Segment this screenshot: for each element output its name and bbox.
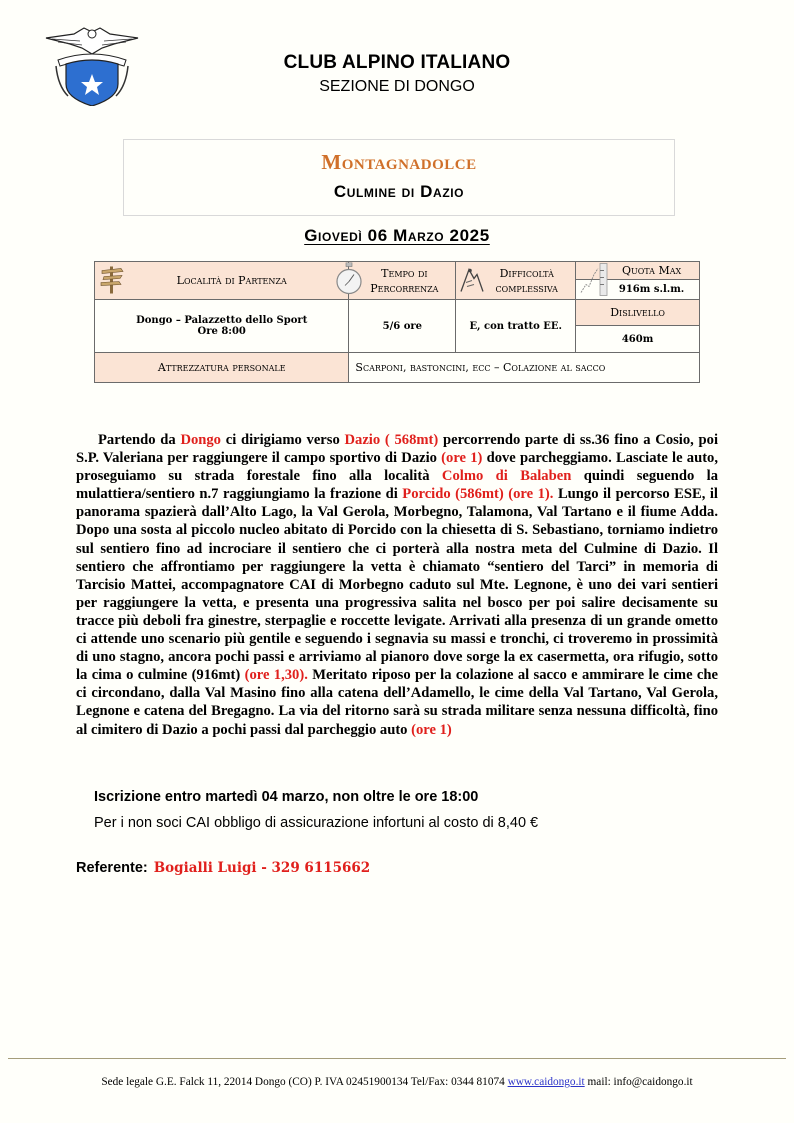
highlight-text: (ore 1) — [441, 450, 483, 467]
event-series: Montagnadolce — [321, 150, 477, 174]
referente — [76, 860, 370, 876]
departure-header — [95, 262, 349, 300]
footer-divider — [8, 1058, 786, 1059]
description-text: dove parcheggiamo. Lasciate le auto, proseguiamo su strada forestale fino alla località — [76, 450, 718, 485]
description-text: ci dirigiamo verso — [220, 432, 345, 448]
referente-contact: Bogialli Luigi - 329 6115662 — [153, 860, 371, 876]
mountain-climber-icon — [460, 266, 484, 295]
highlight-text: (ore 1) — [411, 721, 452, 738]
time-header — [349, 262, 456, 300]
max-altitude-value: 916m s.l.m. — [618, 284, 685, 296]
departure-value-cell — [95, 300, 349, 353]
time-label-line2: Percorrenza — [370, 281, 439, 295]
footer-address: Sede legale G.E. Falck 11, 22014 Dongo (CO) P. IVA 02451900134 Tel/Fax: 0344 81074 — [101, 1076, 508, 1088]
signpost-icon — [99, 264, 125, 297]
difficulty-value: E, con tratto EE. — [456, 300, 576, 353]
highlight-text: Porcido (586mt) (ore 1). — [402, 486, 554, 503]
departure-time: Ore 8:00 — [197, 326, 246, 337]
highlight-text: (ore 1,30). — [244, 667, 308, 684]
event-info-table — [94, 261, 700, 383]
description-text: Partendo da — [98, 432, 181, 448]
footer-email: mail: info@caidongo.it — [584, 1076, 693, 1088]
time-value: 5/6 ore — [349, 300, 456, 353]
max-altitude-header — [576, 262, 700, 280]
highlight-text: Colmo di Balaben — [441, 468, 572, 485]
description-text: percorrendo parte di ss.36 fino a Cosio, poi S.P. Valeriana per raggiungere il campo sportivo di Dazio — [76, 432, 718, 467]
highlight-text: Dongo — [180, 432, 221, 448]
footer — [0, 1076, 794, 1088]
description-text: Lungo il percorso ESE, il panorama spazierà dall’Alto Lago, la Val Gerola, Morbegno, Talamona, Val Tartano e il fiume Adda. Dopo una sosta al piccolo nucleo abitato di Porcido con la chiesetta di S. Sebastiano, torniamo indietro sul sentiero fino ad incrociare il sentiero che ci porterà alla nostra meta del Culmine di Dazio. Il sentiero che affrontiamo per raggiungere la vetta è chiamato “sentiero del Tarci” in memoria di Tarcisio Mattei, accompagnatore CAI di Morbegno caduto sul Mte. Legnone, è uno dei vari sentieri per raggiungere la vetta, e presenta una progressiva salita nel bosco per poi salire decisamente su tracce più deboli fra ginestre, sterpaglie e roccette levigate. Arrivati alla presenza di un grande ometto ci attende uno scenario più gentile e seguendo i segnavia su massi e tronchi, ci troveremo in prossimità di uno stagno, ancora pochi passi e arriviamo al pianoro dove sorge la ex casermetta, ora rifugio, sotto la cima o culmine (916mt) — [76, 486, 718, 684]
difficulty-header — [456, 262, 576, 300]
description-text: quindi seguendo la mulattiera/sentiero n.7 raggiungiamo la frazione di — [76, 468, 719, 503]
highlight-text: Dazio ( 568mt) — [344, 432, 439, 448]
time-label-line1: Tempo di — [381, 266, 428, 280]
departure-place: Dongo – Palazzetto dello Sport — [136, 315, 308, 326]
elevation-gain-label: Dislivello — [576, 300, 700, 326]
signup-deadline: Iscrizione entro martedì 04 marzo, non oltre le ore 18:00 — [94, 789, 479, 805]
stopwatch-icon — [335, 262, 363, 299]
route-description — [76, 431, 718, 739]
insurance-note: Per i non soci CAI obbligo di assicurazione infortuni al costo di 8,40 € — [94, 815, 539, 831]
website-link[interactable]: www.caidongo.it — [507, 1076, 585, 1088]
club-subtitle: SEZIONE DI DONGO — [319, 78, 475, 95]
equipment-label: Attrezzatura personale — [95, 353, 349, 383]
elevation-gain-value: 460m — [576, 326, 700, 353]
max-altitude-label: Quota Max — [621, 264, 682, 278]
event-name: Culmine di Dazio — [333, 182, 465, 201]
description-text: Meritato riposo per la colazione al sacco e ammirare le cime che ci circondano, dalla Val Masino fino alla catena dell’Adamello, le cime della Val Tartano, Val Gerola, Legnone e catena del Bregagno. La via del ritorno sarà su strada militare senza nessuna difficoltà, fino al cimitero di Dazio a pochi passi dal parcheggio auto — [76, 667, 718, 738]
altimeter-icon — [580, 263, 612, 300]
event-date: Giovedì 06 Marzo 2025 — [304, 226, 490, 245]
equipment-value: Scarponi, bastoncini, ecc – Colazione al sacco — [349, 353, 700, 383]
referente-label: Referente: — [76, 860, 148, 876]
club-title: CLUB ALPINO ITALIANO — [283, 52, 511, 73]
event-title-box — [123, 139, 675, 216]
difficulty-label-line1: Difficoltà — [499, 266, 554, 280]
departure-label: Località di Partenza — [176, 274, 287, 287]
difficulty-label-line2: complessiva — [495, 281, 558, 295]
